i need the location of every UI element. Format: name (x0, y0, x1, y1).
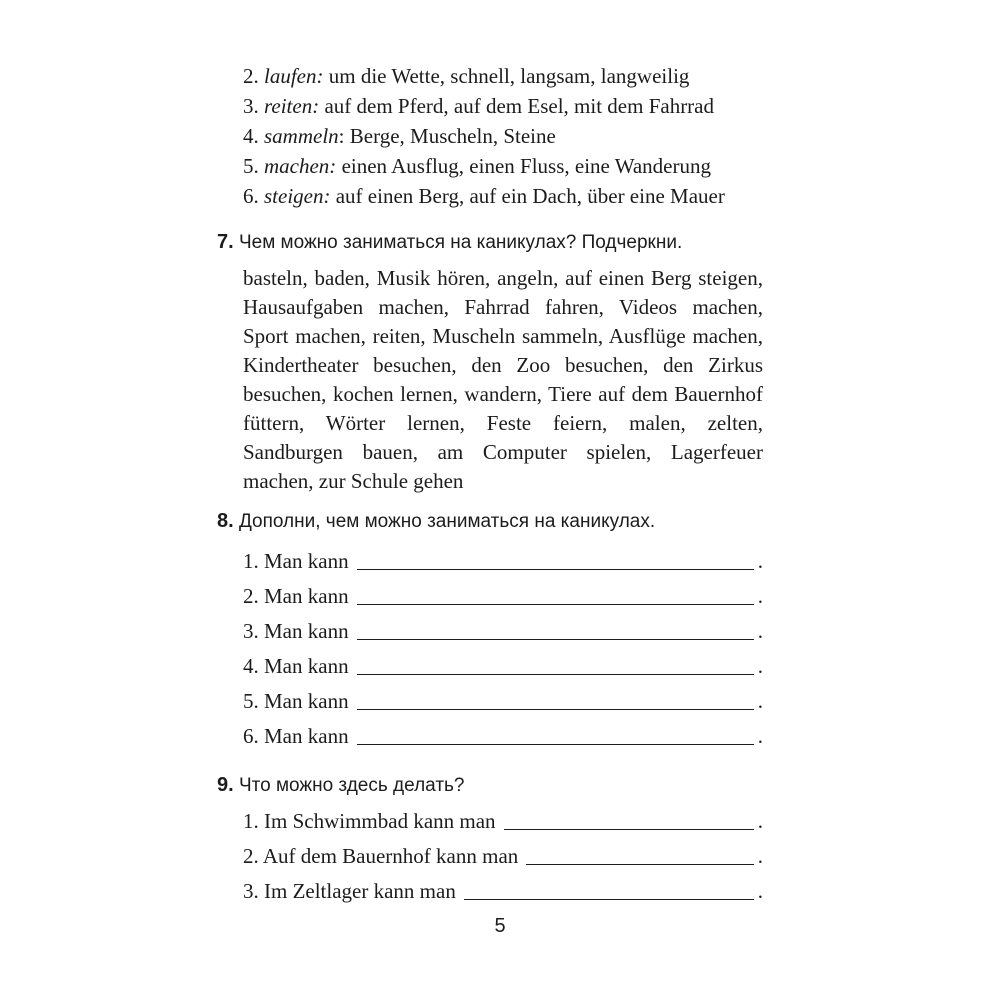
line-end: . (757, 584, 763, 608)
page-number: 5 (494, 915, 506, 937)
exercise-9-heading (217, 773, 464, 798)
row-prompt: 5. Man kann (243, 689, 349, 713)
item-number: 3. (243, 94, 259, 118)
verb-italic: sammeln (264, 124, 339, 148)
exercise-instruction: Дополни, чем можно заниматься на каникулах. (238, 511, 656, 532)
answer-blank[interactable] (357, 673, 754, 675)
fill-in-row (243, 806, 763, 836)
line-end: . (757, 619, 763, 643)
answer-blank[interactable] (464, 898, 754, 900)
row-prompt: 2. Auf dem Bauernhof kann man (243, 844, 519, 868)
line-end: . (757, 549, 763, 573)
verb-italic: reiten: (264, 94, 320, 118)
fill-in-row (243, 546, 763, 576)
list-item (243, 151, 783, 181)
item-number: 4. (243, 124, 259, 148)
fill-in-row (243, 721, 763, 751)
fill-in-row (243, 686, 763, 716)
verb-phrases: auf einen Berg, auf ein Dach, über eine Mauer (335, 184, 725, 208)
line-end: . (757, 809, 763, 833)
fill-in-row (243, 841, 763, 871)
verb-italic: machen: (264, 154, 337, 178)
exercise-number: 8. (217, 510, 234, 532)
verb-italic: laufen: (264, 64, 324, 88)
row-prompt: 4. Man kann (243, 654, 349, 678)
line-end: . (757, 844, 763, 868)
item-number: 6. (243, 184, 259, 208)
verb-italic: steigen: (264, 184, 331, 208)
answer-blank[interactable] (357, 568, 754, 570)
list-item (243, 61, 783, 91)
answer-blank[interactable] (526, 863, 753, 865)
exercise-instruction: Что можно здесь делать? (238, 775, 465, 796)
item-number: 2. (243, 64, 259, 88)
row-prompt: 1. Im Schwimmbad kann man (243, 809, 496, 833)
answer-blank[interactable] (357, 708, 754, 710)
list-item (243, 181, 783, 211)
row-prompt: 1. Man kann (243, 549, 349, 573)
fill-in-row (243, 581, 763, 611)
exercise-instruction: Чем можно заниматься на каникулах? Подчеркни. (238, 232, 683, 253)
row-prompt: 3. Man kann (243, 619, 349, 643)
answer-blank[interactable] (357, 603, 754, 605)
exercise-8-heading (217, 509, 655, 534)
exercise-number: 7. (217, 231, 234, 253)
exercise-7-word-list[interactable]: basteln, baden, Musik hören, angeln, auf einen Berg steigen, Hausaufgaben machen, Fahrrad fahren, Videos machen, Sport machen, reiten, Muscheln sammeln, Ausflüge machen, Kindertheater besuchen, den Zoo besuchen, den Zirkus besuchen, kochen lernen, wandern, Tiere auf dem Bauernhof füttern, Wörter lernen, Feste feiern, malen, zelten, Sandburgen bauen, am Computer spielen, Lagerfeuer machen, zur Schule gehen (243, 266, 763, 493)
fill-in-row (243, 651, 763, 681)
verb-phrases-list (243, 61, 783, 211)
row-prompt: 6. Man kann (243, 724, 349, 748)
answer-blank[interactable] (357, 638, 754, 640)
row-prompt: 3. Im Zeltlager kann man (243, 879, 456, 903)
list-item (243, 91, 783, 121)
answer-blank[interactable] (504, 828, 754, 830)
verb-phrases: um die Wette, schnell, langsam, langweilig (328, 64, 690, 88)
list-item (243, 121, 783, 151)
answer-blank[interactable] (357, 743, 754, 745)
exercise-number: 9. (217, 774, 234, 796)
line-end: . (757, 879, 763, 903)
line-end: . (757, 689, 763, 713)
fill-in-row (243, 616, 763, 646)
item-number: 5. (243, 154, 259, 178)
row-prompt: 2. Man kann (243, 584, 349, 608)
line-end: . (757, 654, 763, 678)
verb-phrases: : Berge, Muscheln, Steine (338, 124, 556, 148)
verb-phrases: einen Ausflug, einen Fluss, eine Wanderung (341, 154, 712, 178)
exercise-7-heading (217, 230, 682, 255)
fill-in-row (243, 876, 763, 906)
verb-phrases: auf dem Pferd, auf dem Esel, mit dem Fahrrad (324, 94, 714, 118)
line-end: . (757, 724, 763, 748)
